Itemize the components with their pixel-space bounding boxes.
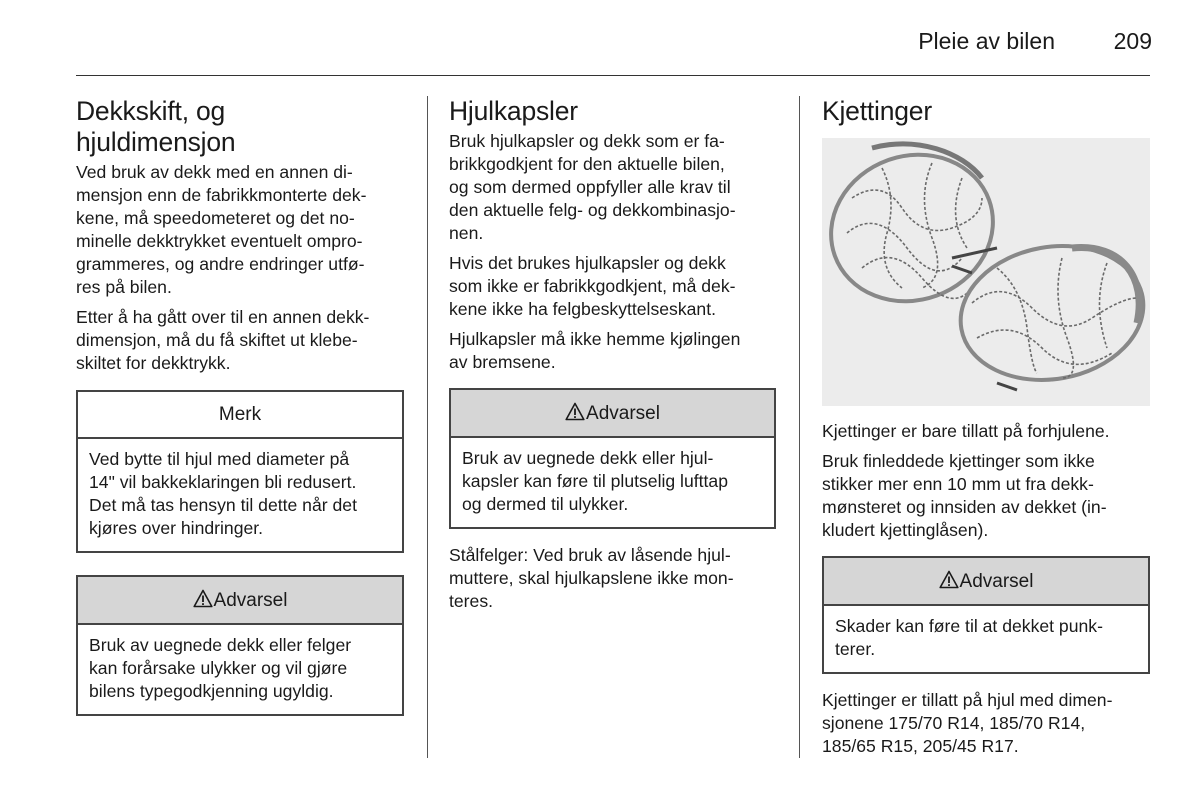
- warning-box-header: [824, 558, 1148, 606]
- warning-box-text: Bruk av uegnede dekk eller felger kan forårsake ulykker og vil gjøre bilens typegodkjenning ugyldig.: [89, 635, 352, 701]
- note-box-title: Merk: [78, 392, 402, 439]
- section-heading-wheel-covers: Hjulkapsler: [449, 96, 578, 126]
- warning-box-text: Skader kan føre til at dekket punk- terer.: [835, 616, 1103, 659]
- warning-box-title: Advarsel: [959, 571, 1034, 592]
- paragraph: Hjulkapsler må ikke hemme kjølingen av bremsene.: [449, 329, 741, 372]
- warning-box: [76, 575, 404, 716]
- header-divider: [76, 75, 1150, 76]
- warning-box-title: Advarsel: [213, 590, 288, 611]
- page-number: 209: [1113, 28, 1152, 54]
- paragraph: Stålfelger: Ved bruk av låsende hjul- muttere, skal hjulkapslene ikke mon- teres.: [449, 545, 734, 611]
- section-heading-snow-chains: Kjettinger: [822, 96, 932, 126]
- note-box-text: Ved bytte til hjul med diameter på 14" vil bakkeklaringen bli redusert. Det må tas hensyn til dette når det kjøres over hindringer.: [89, 449, 357, 538]
- paragraph: Hvis det brukes hjulkapsler og dekk som ikke er fabrikkgodkjent, må dek- kene ikke ha felgbeskyttelseskant.: [449, 253, 736, 319]
- warning-box: [822, 556, 1150, 674]
- warning-box: [449, 388, 776, 529]
- warning-box-header: [78, 577, 402, 625]
- column-wheel-covers: [449, 96, 776, 620]
- note-box: [76, 390, 404, 553]
- paragraph: Kjettinger er tillatt på hjul med dimen- sjonene 175/70 R14, 185/70 R14, 185/65 R15, 205/45 R17.: [822, 690, 1113, 756]
- paragraph: Kjettinger er bare tillatt på forhjulene.: [822, 421, 1110, 441]
- column-divider-1: [427, 96, 428, 758]
- column-snow-chains: [822, 96, 1150, 765]
- paragraph: Bruk hjulkapsler og dekk som er fa- brikkgodkjent for den aktuelle bilen, og som dermed oppfyller alle krav til den aktuelle felg- og dekkombinasjo- nen.: [449, 131, 736, 243]
- warning-box-title: Advarsel: [586, 403, 660, 424]
- section-heading-tire-change: Dekkskift, og hjuldimensjon: [76, 96, 236, 157]
- column-divider-2: [799, 96, 800, 758]
- paragraph: Bruk finleddede kjettinger som ikke stikker mer enn 10 mm ut fra dekk- mønsteret og innsiden av dekket (in- kludert kjettinglåsen).: [822, 451, 1107, 540]
- running-header-title: Pleie av bilen: [918, 28, 1055, 54]
- paragraph: Etter å ha gått over til en annen dekk- dimensjon, må du få skiftet ut klebe- skiltet for dekktrykk.: [76, 307, 370, 373]
- warning-box-text: Bruk av uegnede dekk eller hjul- kapsler kan føre til plutselig lufttap og dermed til ulykker.: [462, 448, 728, 514]
- column-tire-change: [76, 96, 404, 716]
- warning-triangle-icon: [565, 402, 585, 421]
- warning-triangle-icon: [193, 589, 213, 608]
- warning-box-header: [451, 390, 774, 438]
- warning-triangle-icon: [939, 570, 959, 589]
- paragraph: Ved bruk av dekk med en annen di- mensjon enn de fabrikkmonterte dek- kene, må speedometeret og det no- minelle dekktrykket eventuelt ompro- grammeres, og andre endringer utfø- res på bilen.: [76, 162, 367, 297]
- snow-chains-illustration: [822, 138, 1150, 406]
